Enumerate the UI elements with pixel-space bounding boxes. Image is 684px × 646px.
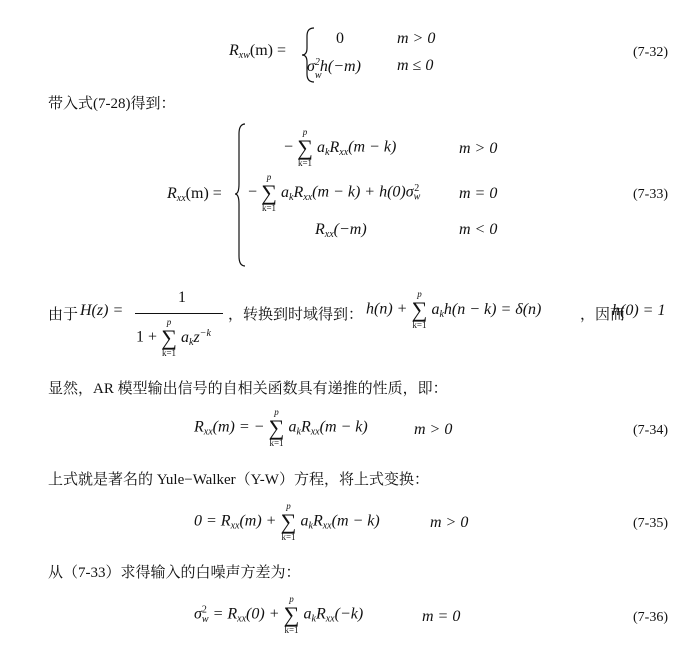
left-brace-icon [233, 122, 247, 268]
eq-7-36-body: $\sigma^2_w = R_{xx}(0)$ + p ∑ k=1 $a_kR_{xx}(-k)$ [194, 594, 364, 635]
sum-icon: p ∑ k=1 [411, 289, 428, 330]
eq-7-33-case3: $R_{xx}(-m)$ [315, 221, 367, 240]
eq-7-36-cond: m = 0 [422, 608, 461, 625]
eq-7-33-lhs: $R_{xx}(m)$ = [167, 185, 222, 204]
eq-7-33-case1-cond: m > 0 [459, 140, 498, 157]
fraction-denominator: 1 + p ∑ k=1 $a_kz^{-k}$ [136, 317, 211, 358]
fraction-bar [135, 313, 223, 314]
paragraph-4: 上式就是著名的 Yule−Walker（Y-W）方程，将上式变换： [48, 472, 429, 488]
eq-7-32-case2-value: $\sigma^2$ w h(−m) [307, 57, 361, 81]
eq-7-36-number: (7-36) [633, 610, 668, 625]
eq-7-34-cond: m > 0 [414, 421, 453, 438]
eq-7-35-number: (7-35) [633, 516, 668, 531]
paragraph-2-pre: 由于 [48, 307, 79, 323]
paragraph-2-post: ，因而 [580, 307, 626, 323]
eq-7-34-number: (7-34) [633, 423, 668, 438]
sum-icon: p ∑ k=1 [261, 172, 277, 213]
eq-7-33-case2-cond: m = 0 [459, 185, 498, 202]
sum-icon: p ∑ k=1 [268, 407, 285, 448]
paragraph-1: 带入式(7-28)得到： [48, 96, 176, 112]
eq-7-32-case1-value: 0 [336, 30, 344, 47]
impulse-response-equation: h(n) + p ∑ k=1 $a_kh(n - k) = \delta(n)$ [366, 289, 542, 330]
eq-7-32-case2-cond: m ≤ 0 [397, 57, 434, 74]
eq-7-33-case1: − p ∑ k=1 $a_kR_{xx}(m - k)$ [284, 127, 397, 168]
eq-7-35-cond: m > 0 [430, 514, 469, 531]
sum-icon: p ∑ k=1 [280, 501, 297, 542]
eq-7-32-lhs: $R_{xw}(m)$ = [229, 42, 287, 61]
sum-icon: p ∑ k=1 [283, 594, 300, 635]
eq-7-33-case2: − p ∑ k=1 $a_kR_{xx}(m - k) + h(0)\sigma_w^2$ [248, 172, 421, 213]
eq-7-35-body: $0 = R_{xx}(m)$ + p ∑ k=1 $a_kR_{xx}(m - k)$ [194, 501, 380, 542]
eq-7-33-number: (7-33) [633, 187, 668, 202]
eq-7-32-case1-cond: m > 0 [397, 30, 436, 47]
eq-7-32-number: (7-32) [633, 45, 668, 60]
fraction-numerator: 1 [178, 289, 186, 306]
transfer-function-lhs: H(z) = [80, 302, 124, 319]
sum-icon: p ∑ k=1 [161, 317, 177, 358]
eq-7-34-body: $R_{xx}(m)$ = − p ∑ k=1 $a_kR_{xx}(m - k)$ [194, 407, 368, 448]
paragraph-5: 从（7-33）求得输入的白噪声方差为： [48, 565, 301, 581]
eq-7-33-case3-cond: m < 0 [459, 221, 498, 238]
paragraph-2-mid: ，转换到时域得到： [228, 307, 364, 323]
paragraph-2-end: h(0) = 1 [612, 302, 666, 319]
sum-icon: p ∑ k=1 [297, 127, 313, 168]
paragraph-3: 显然，AR 模型输出信号的自相关函数具有递推的性质，即： [48, 381, 448, 397]
